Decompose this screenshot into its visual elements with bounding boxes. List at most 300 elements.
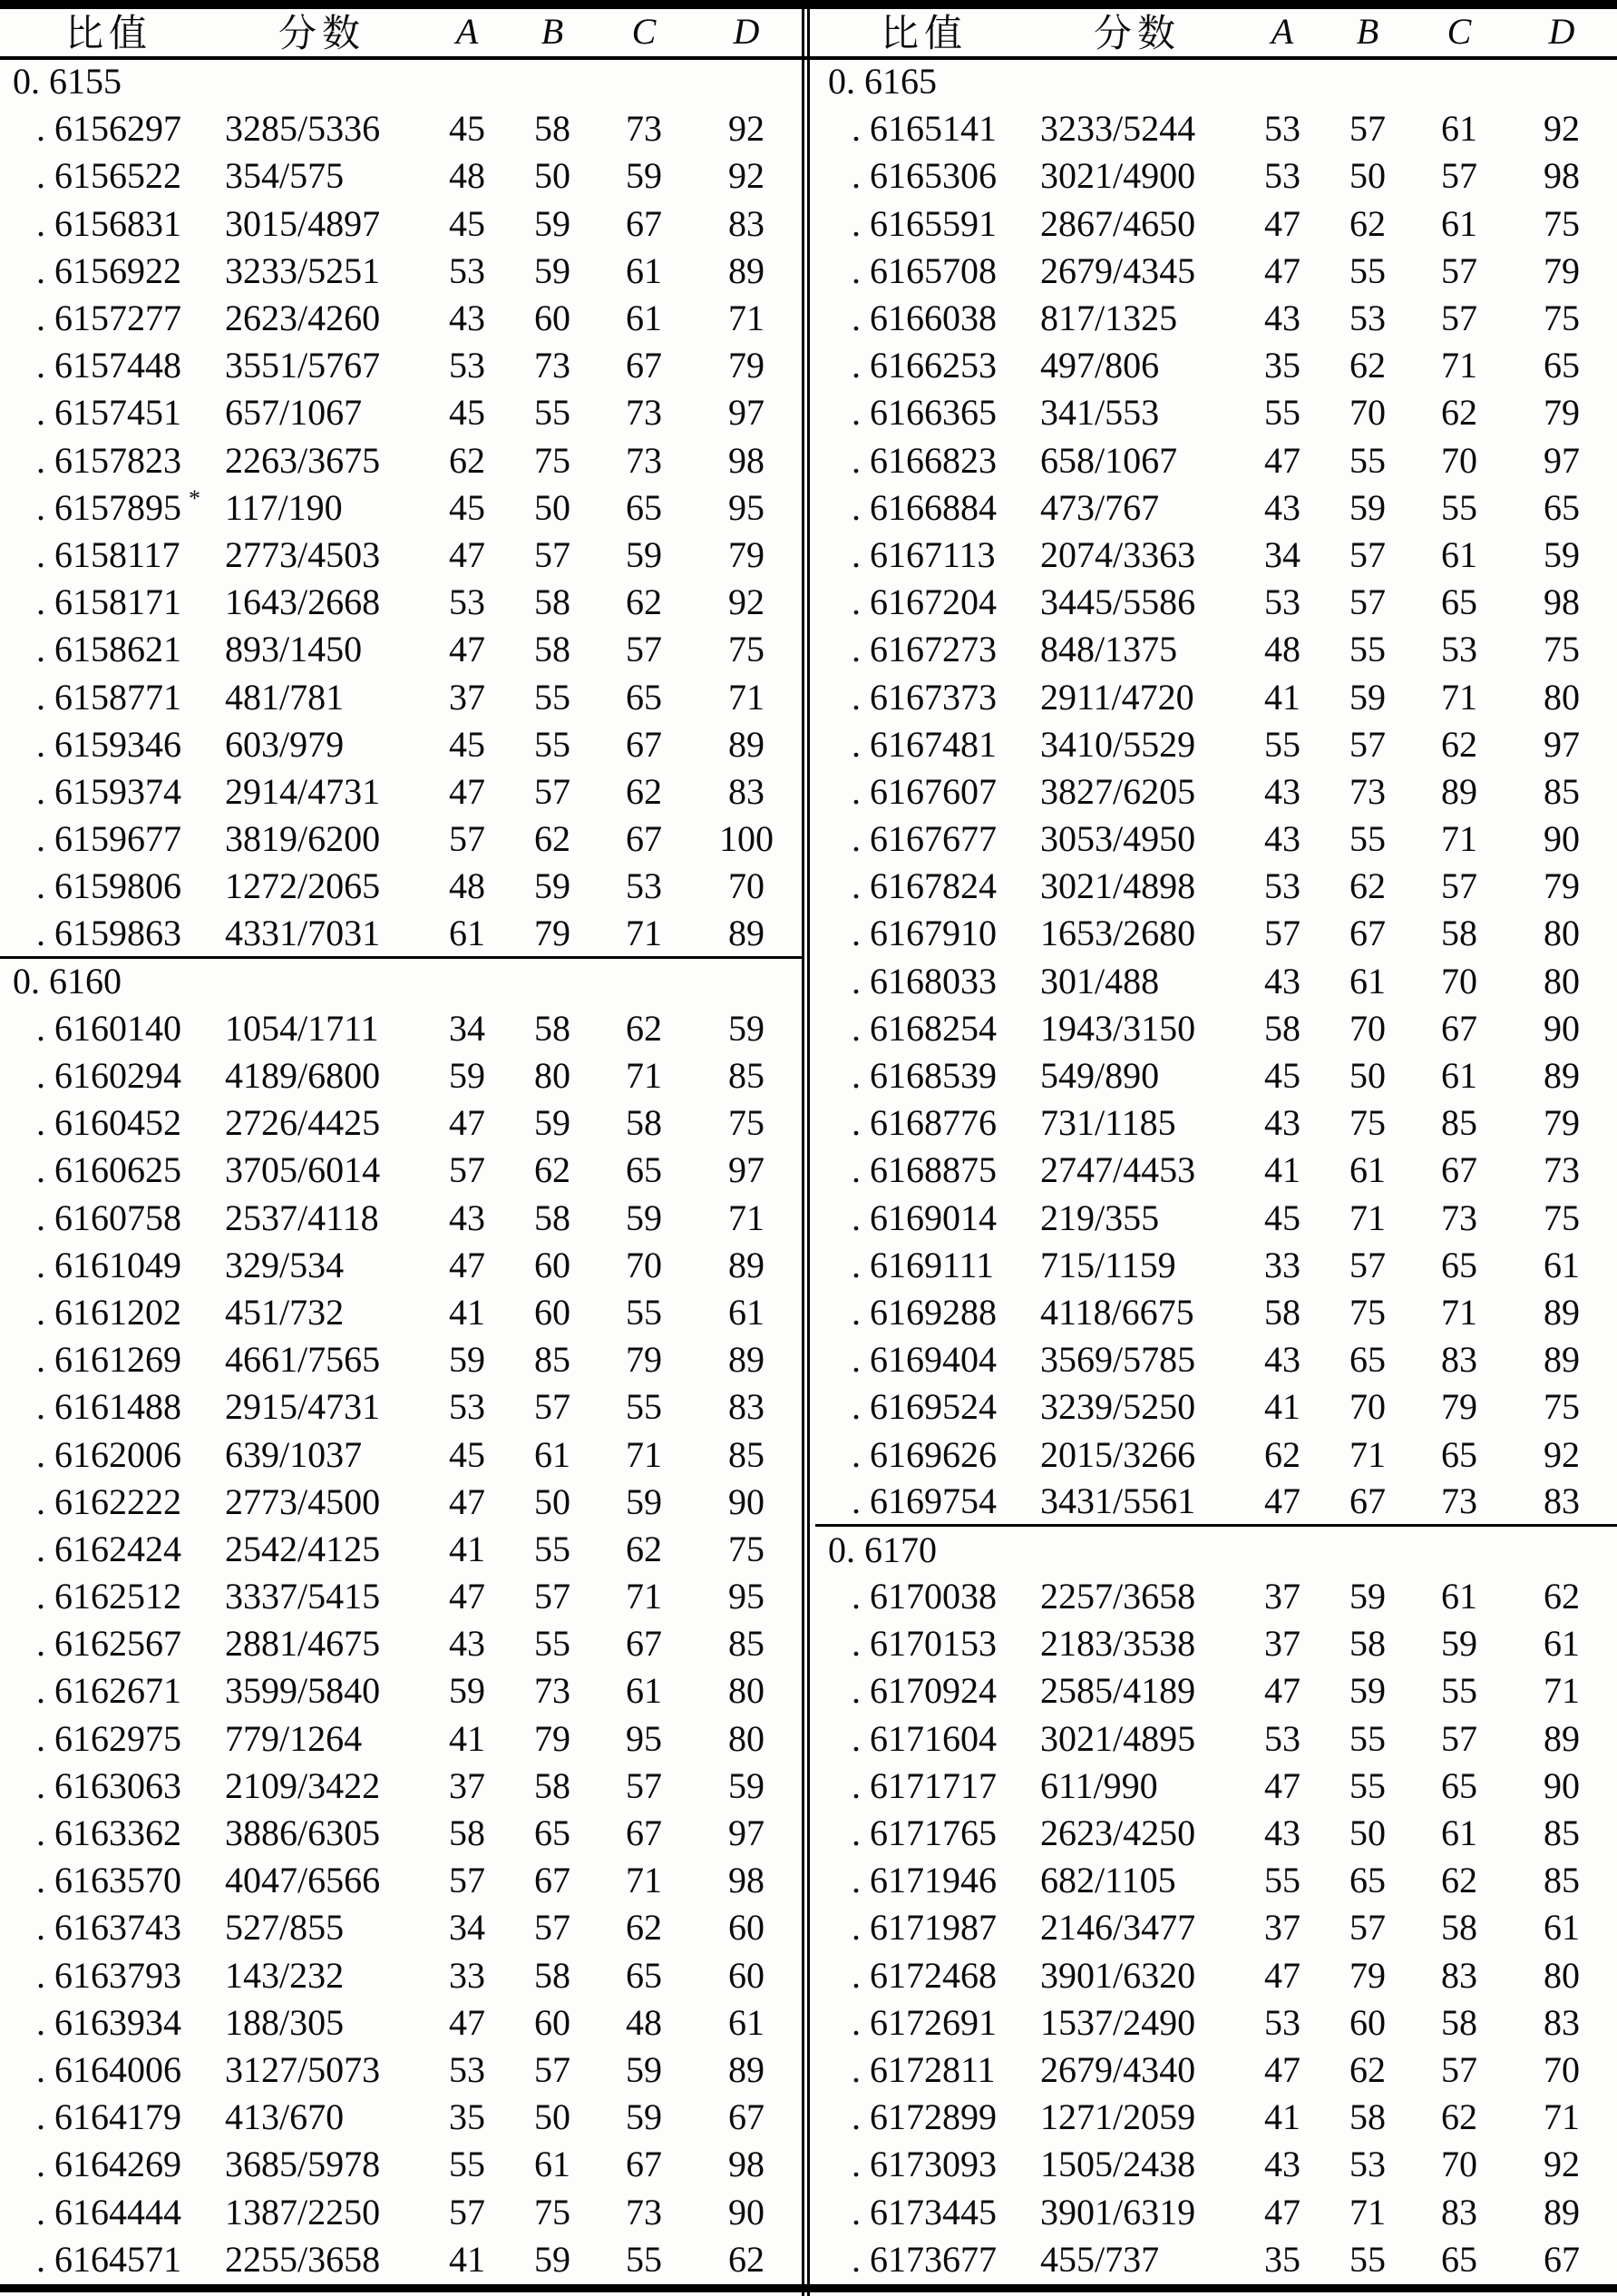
col-b-cell: 79 <box>534 1717 570 1759</box>
fraction-cell: 2537/4118 <box>225 1197 379 1238</box>
col-a-cell: 47 <box>449 1576 485 1617</box>
table-row <box>0 1999 802 2047</box>
col-b-cell: 75 <box>1349 1102 1386 1144</box>
col-d-cell: 85 <box>1544 1812 1580 1854</box>
table-row <box>0 532 802 579</box>
table-row <box>0 1099 802 1147</box>
col-c-cell: 65 <box>1441 2238 1477 2280</box>
col-c-cell: 73 <box>626 392 662 434</box>
table-row <box>815 958 1617 1005</box>
ratio-cell: . 6162424 <box>36 1528 181 1569</box>
col-c-cell: 65 <box>626 1149 662 1191</box>
col-c-cell: 67 <box>626 723 662 765</box>
fraction-cell: 4047/6566 <box>225 1860 381 1901</box>
ratio-cell: . 6164571 <box>36 2238 181 2280</box>
fraction-cell: 1653/2680 <box>1040 913 1196 954</box>
col-a-cell: 41 <box>1264 676 1300 718</box>
col-d-cell: 85 <box>728 1433 765 1475</box>
ratio-cell: . 6166253 <box>852 345 997 386</box>
fraction-cell: 1054/1711 <box>225 1007 379 1049</box>
col-d-cell: 80 <box>728 1717 765 1759</box>
col-b-cell: 79 <box>1349 1954 1386 1996</box>
fraction-cell: 2074/3363 <box>1040 533 1196 575</box>
col-b-cell: 50 <box>1349 1812 1386 1854</box>
col-b-cell: 58 <box>534 108 570 150</box>
col-b-cell: 58 <box>534 1764 570 1806</box>
ratio-cell: . 6164269 <box>36 2144 181 2185</box>
table-row <box>815 2236 1617 2283</box>
col-b-cell: 75 <box>1349 1291 1386 1333</box>
section-row <box>815 58 1617 105</box>
ratio-cell: . 6172811 <box>852 2048 996 2090</box>
col-a-cell: 53 <box>449 581 485 623</box>
table-row <box>0 342 802 389</box>
col-b-cell: 60 <box>534 2001 570 2043</box>
col-c-cell: 58 <box>1441 1907 1477 1949</box>
col-c-cell: 58 <box>1441 913 1477 954</box>
col-d-cell: 89 <box>1544 2191 1580 2232</box>
col-a-cell: 43 <box>449 1197 485 1238</box>
col-d-cell: 80 <box>1544 913 1580 954</box>
col-c-cell: 61 <box>1441 533 1477 575</box>
ratio-cell: . 6169754 <box>852 1480 997 1521</box>
col-a-cell: 43 <box>1264 2144 1300 2185</box>
col-c-cell: 62 <box>1441 2096 1477 2138</box>
col-d-cell: 61 <box>728 2001 765 2043</box>
fraction-cell: 3901/6320 <box>1040 1954 1196 1996</box>
col-c-cell: 58 <box>626 1102 662 1144</box>
col-c-cell: 57 <box>1441 298 1477 339</box>
col-a-cell: 53 <box>1264 1717 1300 1759</box>
col-b-cell: 62 <box>534 818 570 860</box>
col-b-cell: 80 <box>534 1055 570 1097</box>
table-row <box>0 1052 802 1099</box>
ratio-cell: . 6160452 <box>36 1102 181 1144</box>
header-ratio: 比值 <box>880 14 968 55</box>
fraction-cell: 2679/4340 <box>1040 2048 1196 2090</box>
col-a-cell: 47 <box>1264 2048 1300 2090</box>
col-c-cell: 62 <box>626 1528 662 1569</box>
table-row <box>815 248 1617 295</box>
col-b-cell: 57 <box>534 770 570 812</box>
col-d-cell: 71 <box>728 298 765 339</box>
col-a-cell: 55 <box>1264 1860 1300 1901</box>
col-b-cell: 60 <box>534 298 570 339</box>
col-c-cell: 55 <box>1441 1670 1477 1712</box>
ratio-cell: . 6168776 <box>852 1102 997 1144</box>
ratio-cell: . 6158117 <box>36 533 180 575</box>
ratio-cell: . 6169288 <box>852 1291 997 1333</box>
fraction-cell: 3445/5586 <box>1040 581 1196 623</box>
col-a-cell: 47 <box>1264 202 1300 244</box>
table-row <box>0 1904 802 1951</box>
table-row <box>815 1667 1617 1715</box>
fraction-cell: 354/575 <box>225 155 345 197</box>
ratio-cell: . 6163362 <box>36 1812 181 1854</box>
col-a-cell: 41 <box>449 1717 485 1759</box>
ratio-cell: . 6172468 <box>852 1954 997 1996</box>
col-b-cell: 70 <box>1349 1007 1386 1049</box>
table-row <box>815 863 1617 910</box>
fraction-cell: 143/232 <box>225 1954 345 1996</box>
ratio-cell: . 6167113 <box>852 533 996 575</box>
fraction-cell: 2726/4425 <box>225 1102 381 1144</box>
col-d-cell: 85 <box>728 1055 765 1097</box>
col-a-cell: 53 <box>449 1386 485 1428</box>
col-a-cell: 47 <box>449 629 485 670</box>
col-c-cell: 57 <box>1441 2048 1477 2090</box>
table-row <box>0 910 802 957</box>
col-d-cell: 80 <box>728 1670 765 1712</box>
fraction-cell: 3021/4898 <box>1040 865 1196 907</box>
fraction-cell: 4118/6675 <box>1040 1291 1194 1333</box>
col-d-cell: 60 <box>728 1954 765 1996</box>
ratio-cell: . 6161202 <box>36 1291 181 1333</box>
header-col-b: B <box>541 10 564 52</box>
col-a-cell: 53 <box>449 345 485 386</box>
col-c-cell: 67 <box>626 345 662 386</box>
col-b-cell: 55 <box>1349 629 1386 670</box>
col-c-cell: 62 <box>1441 723 1477 765</box>
col-c-cell: 89 <box>1441 770 1477 812</box>
col-c-cell: 71 <box>626 1433 662 1475</box>
col-a-cell: 45 <box>1264 1055 1300 1097</box>
col-c-cell: 55 <box>626 1386 662 1428</box>
table-row <box>0 1383 802 1431</box>
col-a-cell: 47 <box>1264 1670 1300 1712</box>
col-d-cell: 97 <box>1544 439 1580 481</box>
col-b-cell: 59 <box>534 249 570 291</box>
col-c-cell: 67 <box>1441 1007 1477 1049</box>
col-a-cell: 43 <box>449 1623 485 1665</box>
ratio-cell: . 6172899 <box>852 2096 997 2138</box>
col-d-cell: 61 <box>728 1291 765 1333</box>
col-a-cell: 45 <box>449 1433 485 1475</box>
col-c-cell: 59 <box>626 2096 662 2138</box>
fraction-cell: 188/305 <box>225 2001 345 2043</box>
table-row <box>0 389 802 436</box>
ratio-cell: . 6156522 <box>36 155 181 197</box>
table-row <box>815 1573 1617 1620</box>
col-a-cell: 53 <box>1264 2001 1300 2043</box>
col-b-cell: 59 <box>534 1102 570 1144</box>
ratio-cell: . 6162006 <box>36 1433 181 1475</box>
table-row <box>815 1383 1617 1431</box>
table-row <box>0 105 802 152</box>
table-row <box>0 2188 802 2235</box>
col-a-cell: 53 <box>1264 108 1300 150</box>
col-a-cell: 45 <box>1264 1197 1300 1238</box>
col-c-cell: 85 <box>1441 1102 1477 1144</box>
table-row <box>0 1479 802 1526</box>
col-b-cell: 61 <box>534 2144 570 2185</box>
table-row <box>0 2047 802 2094</box>
col-a-cell: 41 <box>1264 1149 1300 1191</box>
col-d-cell: 67 <box>728 2096 765 2138</box>
fraction-cell: 3599/5840 <box>225 1670 381 1712</box>
col-b-cell: 58 <box>1349 2096 1386 2138</box>
ratio-cell: . 6160294 <box>36 1055 181 1097</box>
col-c-cell: 57 <box>1441 249 1477 291</box>
fraction-cell: 219/355 <box>1040 1197 1160 1238</box>
table-row <box>815 200 1617 248</box>
fraction-cell: 1272/2065 <box>225 865 381 907</box>
col-d-cell: 97 <box>1544 723 1580 765</box>
fraction-cell: 301/488 <box>1040 960 1160 1001</box>
ratio-cell: . 6159374 <box>36 770 181 812</box>
table-row <box>0 1336 802 1383</box>
fraction-cell: 3233/5251 <box>225 249 381 291</box>
fraction-cell: 2623/4260 <box>225 298 381 339</box>
col-a-cell: 35 <box>1264 345 1300 386</box>
col-c-cell: 62 <box>1441 392 1477 434</box>
col-d-cell: 71 <box>1544 1670 1580 1712</box>
header-col-d: D <box>1548 10 1575 52</box>
col-c-cell: 67 <box>626 1623 662 1665</box>
fraction-cell: 329/534 <box>225 1244 345 1285</box>
col-b-cell: 50 <box>1349 1055 1386 1097</box>
col-d-cell: 89 <box>1544 1291 1580 1333</box>
col-b-cell: 57 <box>534 1576 570 1617</box>
col-a-cell: 45 <box>449 202 485 244</box>
col-d-cell: 80 <box>1544 1954 1580 1996</box>
col-a-cell: 59 <box>449 1670 485 1712</box>
table-row <box>815 1431 1617 1478</box>
col-b-cell: 57 <box>1349 108 1386 150</box>
table-row <box>815 1479 1617 1526</box>
fraction-cell: 3233/5244 <box>1040 108 1196 150</box>
ratio-cell: . 6167677 <box>852 818 997 860</box>
table-row <box>0 200 802 248</box>
table-row <box>815 1904 1617 1951</box>
ratio-cell: . 6167910 <box>852 913 997 954</box>
table-row <box>0 1573 802 1620</box>
col-c-cell: 59 <box>1441 1623 1477 1665</box>
fraction-cell: 4661/7565 <box>225 1339 381 1381</box>
fraction-cell: 2257/3658 <box>1040 1576 1196 1617</box>
col-c-cell: 58 <box>1441 2001 1477 2043</box>
col-a-cell: 47 <box>449 770 485 812</box>
table-right-half <box>815 0 1617 2283</box>
col-c-cell: 71 <box>1441 1291 1477 1333</box>
col-c-cell: 73 <box>1441 1480 1477 1521</box>
fraction-cell: 3337/5415 <box>225 1576 381 1617</box>
ratio-cell: . 6168254 <box>852 1007 997 1049</box>
col-c-cell: 71 <box>1441 818 1477 860</box>
col-d-cell: 75 <box>1544 202 1580 244</box>
col-c-cell: 71 <box>626 912 662 953</box>
ratio-cell: . 6169626 <box>852 1433 997 1475</box>
col-a-cell: 37 <box>1264 1623 1300 1665</box>
fraction-cell: 2109/3422 <box>225 1764 381 1806</box>
col-d-cell: 83 <box>728 1386 765 1428</box>
fraction-cell: 3551/5767 <box>225 345 381 386</box>
ratio-cell: . 6161269 <box>36 1339 181 1381</box>
ratio-cell: . 6168033 <box>852 960 997 1001</box>
table-row <box>0 721 802 768</box>
ratio-cell: . 6156922 <box>36 249 181 291</box>
col-d-cell: 92 <box>728 581 765 623</box>
col-d-cell: 61 <box>1544 1907 1580 1949</box>
ratio-cell: . 6170153 <box>852 1623 997 1665</box>
col-b-cell: 55 <box>1349 2238 1386 2280</box>
col-d-cell: 97 <box>728 1812 765 1854</box>
col-c-cell: 83 <box>1441 2191 1477 2232</box>
col-d-cell: 90 <box>728 1480 765 1522</box>
col-c-cell: 73 <box>626 108 662 150</box>
col-d-cell: 89 <box>728 1244 765 1285</box>
fraction-cell: 639/1037 <box>225 1433 363 1475</box>
col-d-cell: 98 <box>728 1860 765 1901</box>
col-d-cell: 70 <box>728 865 765 907</box>
ratio-cell: . 6163934 <box>36 2001 181 2043</box>
col-c-cell: 62 <box>626 1007 662 1049</box>
header-fraction: 分数 <box>278 14 365 55</box>
fraction-cell: 481/781 <box>225 676 345 718</box>
col-d-cell: 92 <box>1544 2144 1580 2185</box>
col-a-cell: 35 <box>1264 2238 1300 2280</box>
col-c-cell: 65 <box>1441 581 1477 623</box>
col-c-cell: 61 <box>626 249 662 291</box>
table-row <box>0 863 802 910</box>
col-c-cell: 55 <box>626 1291 662 1333</box>
fraction-cell: 2773/4503 <box>225 533 381 575</box>
col-d-cell: 92 <box>728 108 765 150</box>
fraction-cell: 657/1067 <box>225 392 363 434</box>
ratio-cell: . 6163743 <box>36 1907 181 1949</box>
col-b-cell: 85 <box>534 1339 570 1381</box>
table-row <box>815 1715 1617 1763</box>
col-a-cell: 41 <box>449 2238 485 2280</box>
fraction-cell: 2183/3538 <box>1040 1623 1196 1665</box>
fraction-cell: 3285/5336 <box>225 108 381 150</box>
col-c-cell: 48 <box>626 2001 662 2043</box>
col-b-cell: 57 <box>534 1907 570 1949</box>
ratio-cell: . 6162222 <box>36 1480 181 1522</box>
col-c-cell: 67 <box>626 2144 662 2185</box>
ratio-cell: . 6159806 <box>36 865 181 907</box>
col-a-cell: 57 <box>449 2191 485 2232</box>
fraction-cell: 4189/6800 <box>225 1055 381 1097</box>
header-col-a: A <box>1271 10 1294 52</box>
col-b-cell: 59 <box>1349 1576 1386 1617</box>
table-row <box>815 816 1617 863</box>
ratio-cell: . 6160140 <box>36 1007 181 1049</box>
col-a-cell: 34 <box>449 1007 485 1049</box>
col-b-cell: 60 <box>534 1244 570 1285</box>
table-row <box>815 1999 1617 2047</box>
col-a-cell: 47 <box>1264 439 1300 481</box>
table-row <box>0 1715 802 1763</box>
table-row <box>0 1289 802 1336</box>
col-b-cell: 70 <box>1349 392 1386 434</box>
col-a-cell: 47 <box>449 1480 485 1522</box>
fraction-cell: 2263/3675 <box>225 439 381 481</box>
col-a-cell: 43 <box>1264 486 1300 528</box>
col-c-cell: 67 <box>626 202 662 244</box>
ratio-cell: . 6169524 <box>852 1386 997 1428</box>
fraction-cell: 2867/4650 <box>1040 202 1196 244</box>
col-d-cell: 62 <box>1544 1576 1580 1617</box>
col-c-cell: 70 <box>1441 2144 1477 2185</box>
col-d-cell: 71 <box>728 676 765 718</box>
col-a-cell: 35 <box>449 2096 485 2138</box>
col-d-cell: 62 <box>728 2238 765 2280</box>
col-b-cell: 62 <box>1349 2048 1386 2090</box>
table-row <box>815 579 1617 626</box>
table-row <box>0 1147 802 1194</box>
col-c-cell: 61 <box>1441 202 1477 244</box>
col-c-cell: 61 <box>626 1670 662 1712</box>
col-b-cell: 50 <box>534 2096 570 2138</box>
col-d-cell: 92 <box>1544 1433 1580 1475</box>
col-d-cell: 61 <box>1544 1623 1580 1665</box>
header-fraction: 分数 <box>1093 14 1181 55</box>
col-b-cell: 73 <box>534 345 570 386</box>
col-c-cell: 55 <box>626 2238 662 2280</box>
col-d-cell: 90 <box>1544 1007 1580 1049</box>
fraction-cell: 611/990 <box>1040 1764 1158 1806</box>
ratio-cell: . 6167373 <box>852 676 997 718</box>
table-row <box>815 1620 1617 1667</box>
col-b-cell: 79 <box>534 912 570 953</box>
col-a-cell: 47 <box>1264 2191 1300 2232</box>
table-row <box>0 437 802 484</box>
col-c-cell: 62 <box>1441 1860 1477 1901</box>
col-b-cell: 55 <box>534 723 570 765</box>
table-row <box>815 1336 1617 1383</box>
col-b-cell: 61 <box>534 1433 570 1475</box>
col-c-cell: 71 <box>626 1860 662 1901</box>
fraction-cell: 2911/4720 <box>1040 676 1194 718</box>
col-a-cell: 53 <box>449 249 485 291</box>
table-row <box>815 105 1617 152</box>
col-a-cell: 57 <box>449 818 485 860</box>
table-row <box>815 1952 1617 1999</box>
col-b-cell: 53 <box>1349 298 1386 339</box>
fraction-cell: 3705/6014 <box>225 1149 381 1191</box>
fraction-cell: 3021/4900 <box>1040 155 1196 197</box>
fraction-cell: 1537/2490 <box>1040 2001 1196 2043</box>
fraction-cell: 3901/6319 <box>1040 2191 1196 2232</box>
col-a-cell: 47 <box>1264 1480 1300 1521</box>
table-row <box>0 2141 802 2188</box>
col-b-cell: 57 <box>534 533 570 575</box>
col-c-cell: 70 <box>626 1244 662 1285</box>
col-b-cell: 59 <box>534 2238 570 2280</box>
col-c-cell: 73 <box>1441 1197 1477 1238</box>
col-a-cell: 57 <box>449 1149 485 1191</box>
col-c-cell: 61 <box>1441 1812 1477 1854</box>
table-row <box>0 248 802 295</box>
header-col-c: C <box>1447 10 1472 52</box>
col-a-cell: 62 <box>449 439 485 481</box>
col-d-cell: 75 <box>728 1528 765 1569</box>
col-a-cell: 45 <box>449 108 485 150</box>
section-row <box>0 958 802 1005</box>
col-d-cell: 59 <box>1544 533 1580 575</box>
table-row <box>815 1005 1617 1052</box>
col-a-cell: 53 <box>449 2048 485 2090</box>
col-c-cell: 59 <box>626 533 662 575</box>
col-a-cell: 59 <box>449 1055 485 1097</box>
col-c-cell: 95 <box>626 1717 662 1759</box>
ratio-cell: . 6163793 <box>36 1954 181 1996</box>
col-d-cell: 79 <box>1544 1102 1580 1144</box>
fraction-cell: 451/732 <box>225 1291 345 1333</box>
col-c-cell: 71 <box>626 1576 662 1617</box>
col-d-cell: 89 <box>728 1339 765 1381</box>
